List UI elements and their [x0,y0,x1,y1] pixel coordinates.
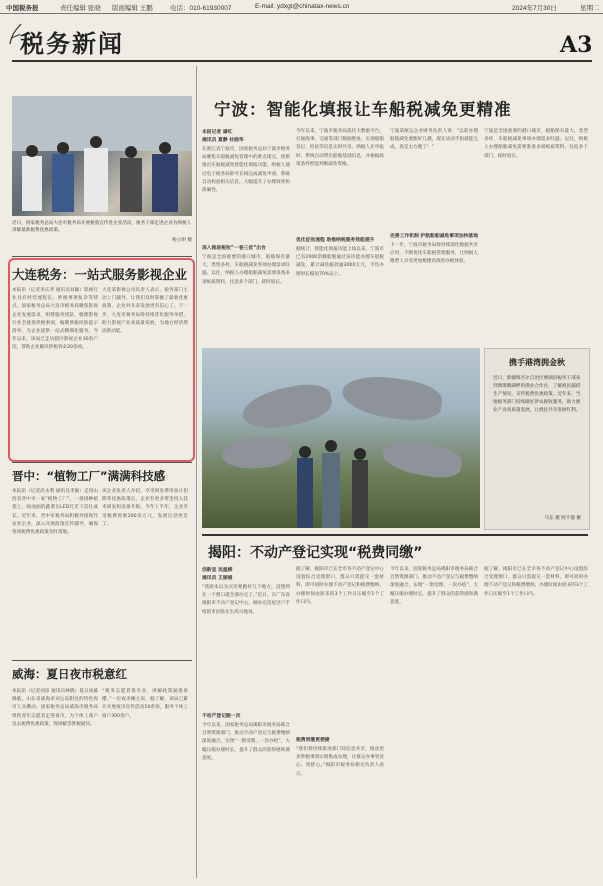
ningbo-body-5: 宁波某航运企业财务负责人说：“以前办理船舶减免要跑好几趟，现在动动手指就能完成，真是太方便了！” [390,129,478,151]
ningbo-body-1: 在浙江省宁波市，国家税务总局宁波市税务局聚焦车船税减免管理中的难点堵点，创新推出车船税减免智能化填报功能，纳税人通过电子税务局即可在线完成减免申请，系统自动校验相关信息，大幅提升了办理效率和准确性。 [202,147,290,194]
photo-caption-text: 近日，新疆维吾尔自治区博湖县税务干部来到博斯腾湖畔的渔业合作社，了解渔民捕捞生产情况，宣传税费优惠政策。近年来，当地税务部门持续做好涉农税收服务，助力渔业产业高质量发展，让渔民共享发展红利。 [493,376,581,413]
jinzhong-body-left: 本报讯（记者武永利 通讯员李敏）走进山西省晋中市一家“植物工厂”，一排排种植架上，绿油油的蔬菜在LED灯光下茁壮成长。近年来，晋中市税务局积极对接现代农业企业，深入开展政策宣传辅导，确保各项税费优惠政策及时落地。 [12,489,98,536]
jieyang-body-6: 据了解，揭阳市已在全市各不动产登记中心设置综合受理窗口，群众只需提交一套材料，即可同时办理不动产登记和税费缴纳，办理时间由原来的3个工作日压缩至1个工作日内。 [484,567,588,597]
jieyang-subhead-2: 税费同缴更便捷 [296,738,330,743]
date: 2024年7月30日 [512,5,557,12]
jieyang-byline-2: 通讯员 王丽娟 [202,576,233,581]
ningbo-byline-2: 通讯员 夏静 杜晓华 [202,138,244,143]
masthead-bar [0,0,603,14]
photo-caption-box [484,348,590,530]
ningbo-byline-1: 本报记者 屠红 [202,130,233,135]
dalian-body-left: 本报讯（记者李庆孝 通讯员刘颖）影视行业具有经营流程长、涉税事项复杂等特点。国家税务总局大连市税务局聚焦影视企业发展需求，组建服务团队，梳理影视行业全链条涉税事项，编制涉税风险提示清单，为企业提供一站式精细化服务。今年以来，该局已走访辖区影视企业30余户次，帮助企业解决涉税诉求20余项。 [12,288,98,351]
divider [202,534,588,536]
ningbo-body-3: 今年以来，宁波市税务局依托大数据平台，打通海事、交通等部门数据壁垒，实现船舶登记、检验等信息实时共享。纳税人在申报时，系统自动带出船舶基础信息，并根据政策条件智能判断减免资格。 [296,129,384,167]
editor: 责任编辑 张晓 [60,5,101,12]
dalian-photo-credit: 杨立明 摄 [172,238,192,243]
jinzhong-title: 晋中：“植物工厂”满满科技感 [12,469,166,483]
divider [12,256,192,257]
dalian-photo [12,96,192,216]
ningbo-body-4: 据统计，智能化填报功能上线以来，宁波市已有2000余艘船舶通过该功能办理车船税减免，累计减免税款逾3000万元，平均办理时长缩短70%以上。 [296,247,384,277]
weekday: 星期二 [580,5,600,12]
ningbo-body-6: 下一步，宁波市税务局将持续深化数据共享应用，不断优化车船税管理服务，让纳税人缴费人享受更加便捷高效的办税体验。 [390,243,478,265]
jieyang-subhead-1: 不动产登记跑一次 [202,714,241,719]
dalian-photo-caption: 近日，国家税务总局大连市税务局开展税收宣传进企业活动，税务干部走进企业为纳税人讲解最新税费优惠政策。 [12,221,192,233]
jieyang-body-4: “我们将持续推进部门间信息共享，推动更多涉税事项实现集成办理，让群众办事更省心、更舒心。”揭阳市税务局相关负责人表示。 [296,747,384,777]
divider [12,660,192,661]
jieyang-body-5: 今年以来，国家税务总局揭阳市税务局联合自然资源部门，推动不动产登记与税费缴纳深度融合，实现“一窗受理、一次办结”，大幅压缩办理时长，提升了群众的获得感和满意度。 [390,567,478,605]
ningbo-body-2: 宁波是全国重要的港口城市，船舶保有量大、类型多样，车船税减免事项办理需求旺盛。以往，纳税人办理船舶减免需要准备多项纸质资料，往返多个部门，耗时较长。 [202,255,290,285]
jinzhong-body-right: 该企业负责人介绍，享受研发费用加计扣除等优惠政策后，企业有更多资金投入技术研发和设备升级。今年上半年，企业享受税费优惠200余万元，发展后劲更足了。 [102,489,188,527]
ningbo-subhead-1: 深入推进税收“一卷三优”出台 [202,246,266,251]
jieyang-body-1: “我原本以为买房要跑好几个地方，没想到在一个窗口就全部办完了。”近日，在广东省揭阳市不动产登记中心，刚办完房屋过户手续的市民陈先生高兴地说。 [202,585,290,615]
paper-name: 中国税务报 [6,5,39,12]
hotline: 电话：010-61930007 [170,5,232,12]
photo-caption-title: 携手港湾拥金秋 [509,357,565,367]
divider [12,462,192,463]
dalian-body-right: 大连某影视公司负责人表示，税务部门主动上门辅导，让我们及时掌握了最新优惠政策，企业对未来发展更有信心了。下一步，大连市税务局将持续优化服务举措，助力影视产业高质量发展，为地方经济增添新动能。 [102,288,188,335]
section-title: 税务新闻 [20,30,124,58]
weihai-body-left: 本报讯（记者刘彦 通讯员林晓）夏日夜幕降临，山东省威海市刘公岛附近的特色夜市人头攒动。国家税务总局威海市税务局组织青年志愿者走进夜市，为个体工商户送去税费优惠政策，现场解答涉税疑问。 [12,689,98,727]
jieyang-body-2: 今年以来，国家税务总局揭阳市税务局联合自然资源部门，推动不动产登记与税费缴纳深度融合，实现“一窗受理、一次办结”，大幅压缩办理时长，提升了群众的获得感和满意度。 [202,723,290,761]
page-number: A3 [560,32,593,58]
header-rule [12,60,592,62]
layout-editor: 版面编辑 王鹏 [112,5,153,12]
ningbo-title: 宁波：智能化填报让车船税减免更精准 [214,100,512,119]
weihai-body-right: “税务志愿者很专业，讲解政策通俗易懂。”一位夜市摊主说。据了解，该局已累计开展夜市宣传活动10余场，服务个体工商户300余户。 [102,689,188,719]
email: E-mail: ydxgt@chinatax-news.cn [255,3,350,10]
ningbo-subhead-2: 优化征收流程 助推纳税服务效能提升 [296,238,375,243]
column-separator [196,66,197,878]
jieyang-title: 揭阳：不动产登记实现“税费同缴” [208,545,423,561]
photo-caption-credit: 马东 摄 阿不都 摄 [544,516,581,521]
fishing-photo [202,348,480,528]
weihai-title: 威海：夏日夜市税意红 [12,667,127,681]
ningbo-subhead-3: 完善工作机制 护航船舶减免事项加快落地 [390,234,479,239]
jieyang-body-3: 据了解，揭阳市已在全市各不动产登记中心设置综合受理窗口，群众只需提交一套材料，即可同时办理不动产登记和税费缴纳，办理时间由原来的3个工作日压缩至1个工作日内。 [296,567,384,605]
jieyang-byline-1: 创新宣 吴温柳 [202,568,233,573]
dalian-title: 大连税务：一站式服务影视企业 [12,267,188,282]
ningbo-body-7: 宁波是全国重要的港口城市，船舶保有量大、类型多样，车船税减免事项办理需求旺盛。以往，纳税人办理船舶减免需要准备多项纸质资料，往返多个部门，耗时较长。 [484,129,588,159]
